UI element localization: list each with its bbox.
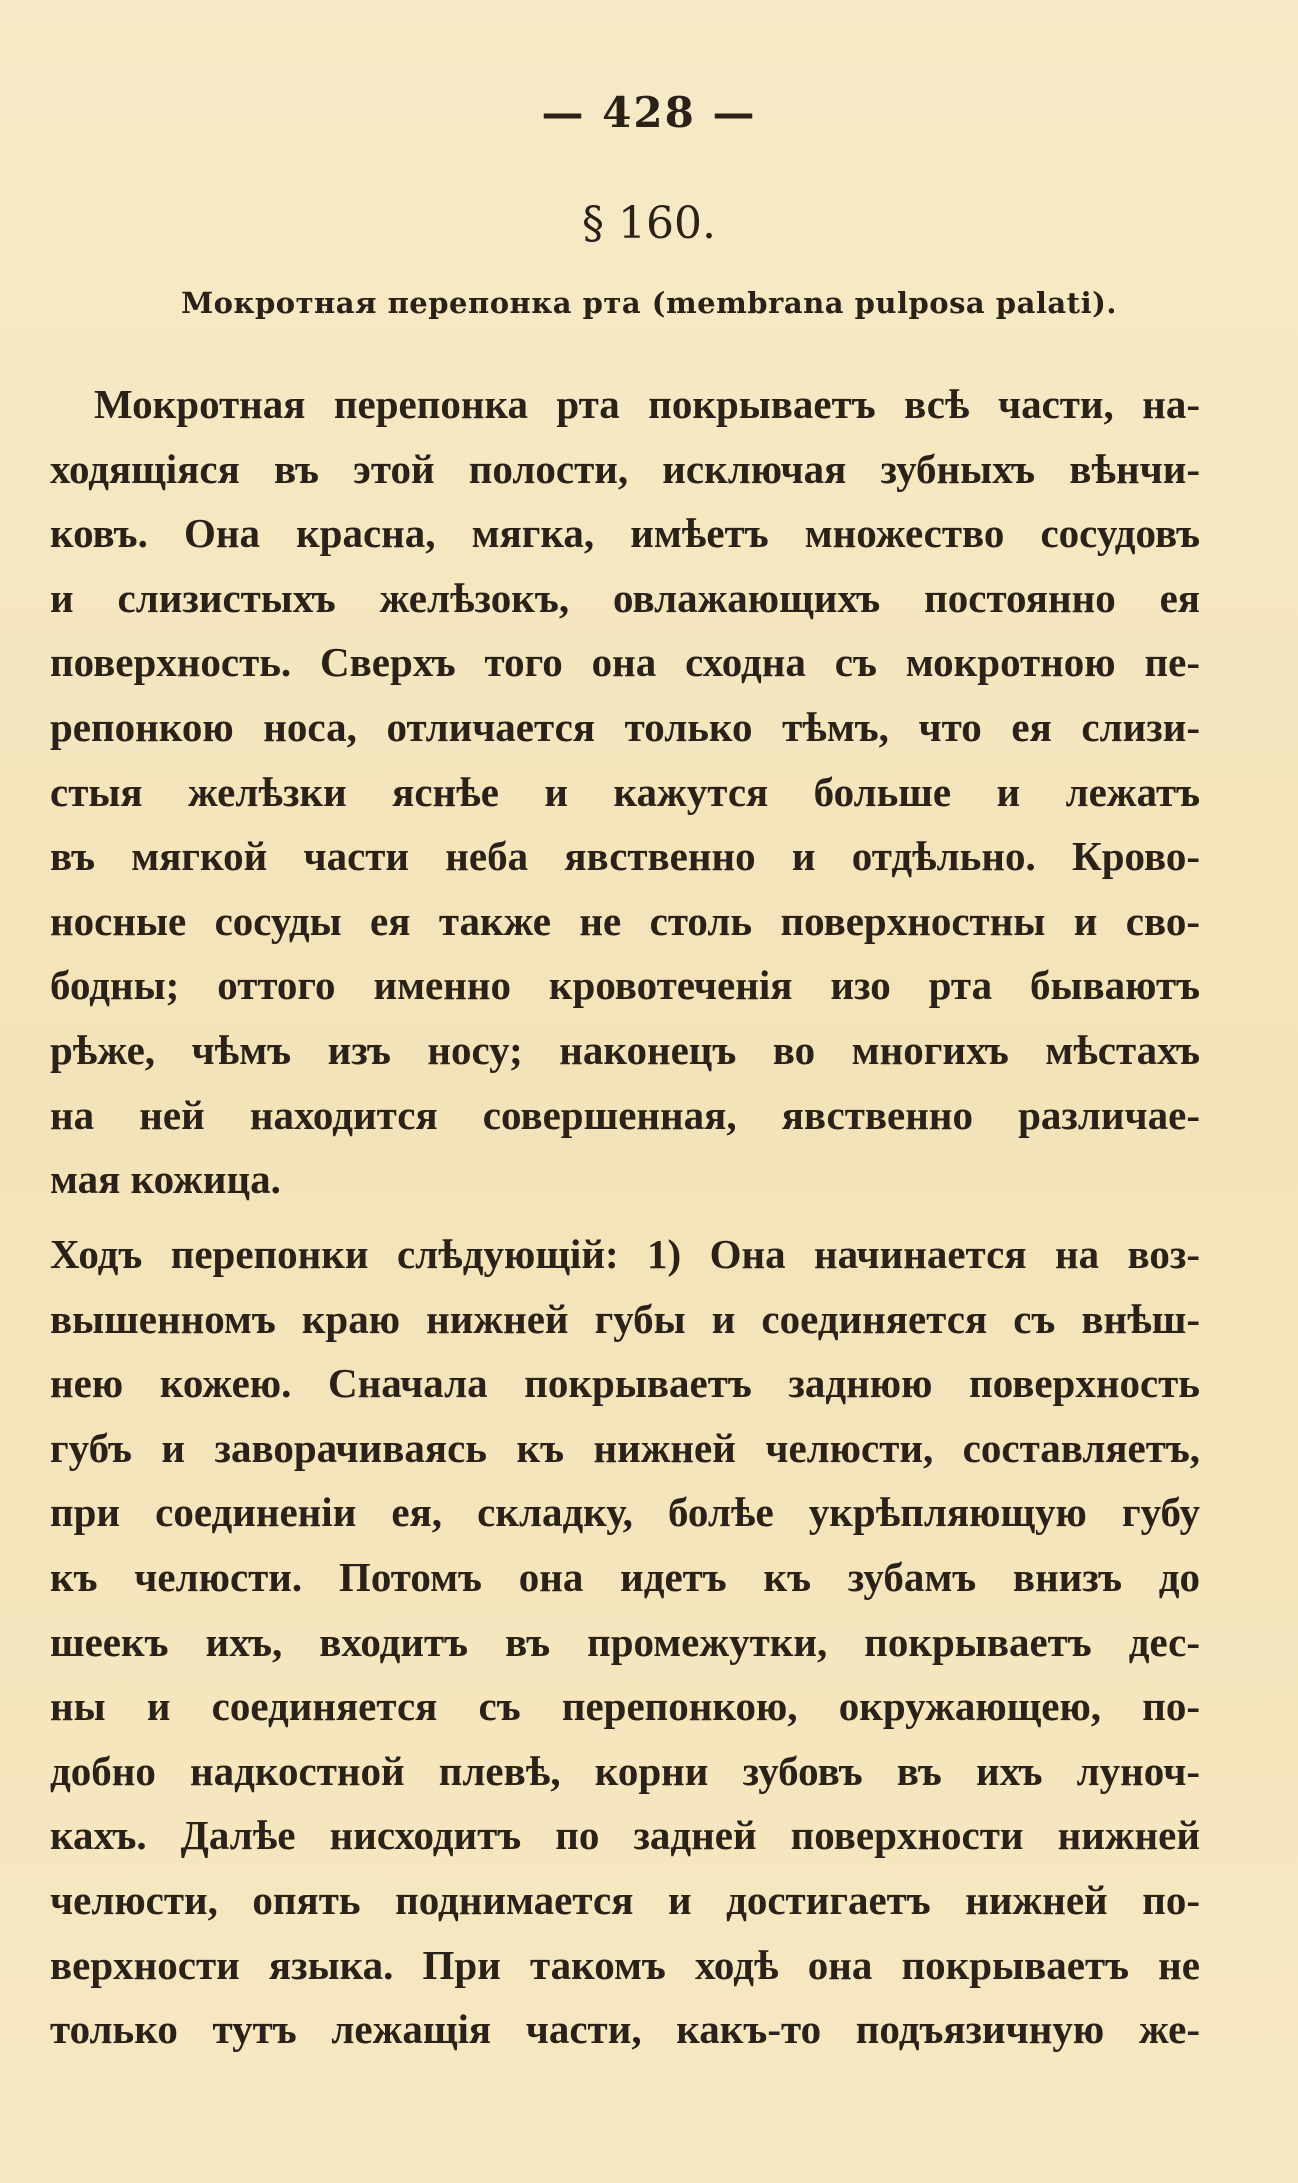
paragraph-1 <box>50 372 1200 1212</box>
text-line: вышенномъ краю нижней губы и соединяется съ внѣш- <box>50 1295 1200 1342</box>
text-line: бодны; оттого именно кровотеченія изо рта бываютъ <box>50 962 1200 1009</box>
section-title: Мокротная перепонка рта (membrana pulposa palati). <box>181 286 1117 320</box>
text-line: Мокротная перепонка рта покрываетъ всѣ части, на- <box>94 381 1200 427</box>
text-line: къ челюсти. Потомъ она идетъ къ зубамъ внизъ до <box>50 1553 1200 1600</box>
paragraph-2 <box>50 1222 1200 2062</box>
text-line: кахъ. Далѣе нисходитъ по задней поверхности нижней <box>50 1812 1200 1859</box>
text-line: ходящіяся въ этой полости, исключая зубныхъ вѣнчи- <box>50 445 1200 492</box>
text-line: верхности языка. При такомъ ходѣ она покрываетъ не <box>50 1941 1200 1988</box>
text-line: въ мягкой части неба явственно и отдѣльно. Крово- <box>50 833 1200 880</box>
text-line: шеекъ ихъ, входитъ въ промежутки, покрываетъ дес- <box>50 1618 1200 1665</box>
text-line: губъ и заворачиваясь къ нижней челюсти, составляетъ, <box>50 1424 1200 1471</box>
text-line: ны и соединяется съ перепонкою, окружающею, по- <box>50 1683 1200 1730</box>
text-line: стыя желѣзки яснѣе и кажутся больше и лежатъ <box>50 768 1200 815</box>
text-line: нею кожею. Сначала покрываетъ заднюю поверхность <box>50 1360 1200 1407</box>
section-number: § 160. <box>582 198 716 249</box>
text-line: мая кожица. <box>50 1156 281 1203</box>
text-line: ковъ. Она красна, мягка, имѣетъ множество сосудовъ <box>50 510 1200 557</box>
page-number: — 428 — <box>541 88 757 137</box>
text-line: и слизистыхъ желѣзокъ, овлажающихъ постоянно ея <box>50 574 1200 621</box>
text-line: на ней находится совершенная, явственно различае- <box>50 1091 1200 1138</box>
text-line: добно надкостной плевѣ, корни зубовъ въ ихъ луноч- <box>50 1747 1200 1794</box>
text-line: носные сосуды ея также не столь поверхностны и сво- <box>50 897 1200 944</box>
text-line: при соединеніи ея, складку, болѣе укрѣпляющую губу <box>50 1489 1200 1536</box>
text-line: репонкою носа, отличается только тѣмъ, что ея слизи- <box>50 703 1200 750</box>
text-line: поверхность. Сверхъ того она сходна съ мокротною пе- <box>50 639 1200 686</box>
text-line: только тутъ лежащія части, какъ-то подъязичную же- <box>50 2006 1200 2053</box>
text-line: Ходъ перепонки слѣдующій: 1) Она начинается на воз- <box>50 1231 1200 1277</box>
text-line: челюсти, опять поднимается и достигаетъ нижней по- <box>50 1876 1200 1923</box>
text-line: рѣже, чѣмъ изъ носу; наконецъ во многихъ мѣстахъ <box>50 1026 1200 1073</box>
